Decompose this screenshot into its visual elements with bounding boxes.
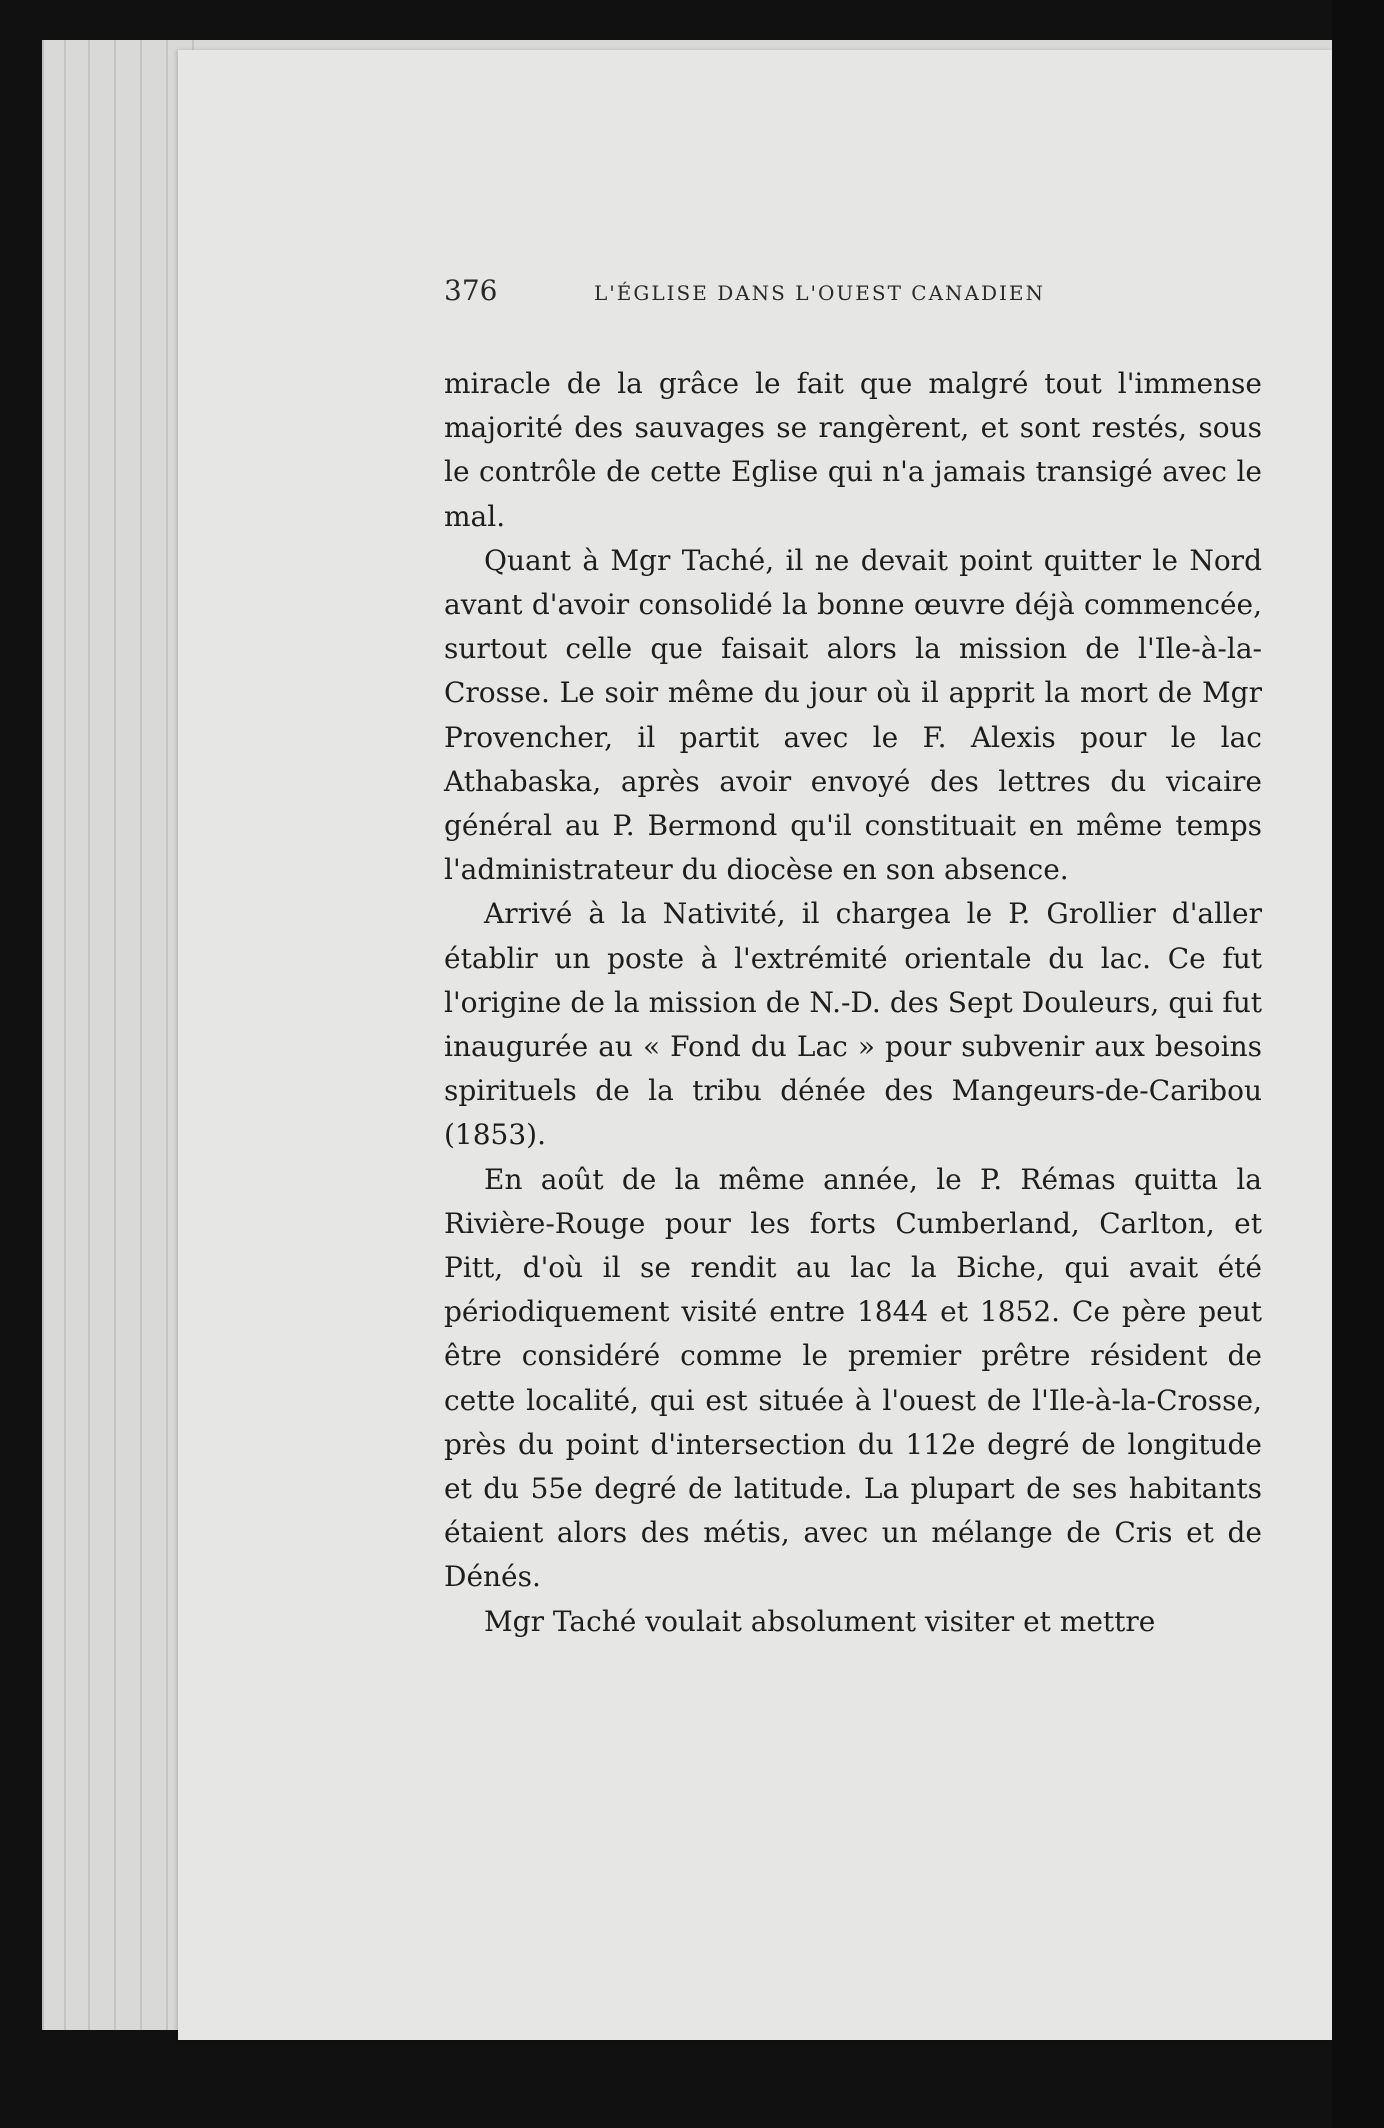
page-edge-line [114,40,116,2030]
page-edge-line [166,40,168,2030]
body-text [444,362,1262,1644]
page-header [444,273,1264,313]
paragraph: En août de la même année, le P. Rémas quitta la Rivière-Rouge pour les forts Cumberland, Carlton, et Pitt, d'où il se rendit au lac la Biche, qui avait été périodiquement visité entre 1844 et 1852. Ce père peut être considéré comme le premier prêtre résident de cette localité, qui est située à l'ouest de l'Ile-à-la-Crosse, près du point d'intersection du 112e degré de longitude et du 55e degré de latitude. La plupart de ses habitants étaient alors des métis, avec un mélange de Cris et de Dénés. [444,1162,1262,1594]
page-number: 376 [444,274,498,307]
page-edge-line [64,40,66,2030]
running-title: L'ÉGLISE DANS L'OUEST CANADIEN [594,281,1045,305]
paragraph: Mgr Taché voulait absolument visiter et mettre [484,1604,1156,1638]
paragraph: Quant à Mgr Taché, il ne devait point quitter le Nord avant d'avoir consolidé la bonne œuvre déjà commencée, surtout celle que faisait alors la mission de l'Ile-à-la-Crosse. Le soir même du jour où il apprit la mort de Mgr Provencher, il partit avec le F. Alexis pour le lac Athabaska, après avoir envoyé des lettres du vicaire général au P. Bermond qu'il constituait en même temps l'administrateur du diocèse en son absence. [444,543,1262,887]
page-edge-line [88,40,90,2030]
paragraph: miracle de la grâce le fait que malgré tout l'immense majorité des sauvages se rangèrent, et sont restés, sous le contrôle de cette Eglise qui n'a jamais transigé avec le mal. [444,367,1262,533]
page-edge-line [140,40,142,2030]
paragraph: Arrivé à la Nativité, il chargea le P. Grollier d'aller établir un poste à l'extrémité orientale du lac. Ce fut l'origine de la mission de N.-D. des Sept Douleurs, qui fut inaugurée au « Fond du Lac » pour subvenir aux besoins spirituels de la tribu dénée des Mangeurs-de-Caribou (1853). [444,897,1262,1152]
scan-right-border [1332,0,1384,2128]
